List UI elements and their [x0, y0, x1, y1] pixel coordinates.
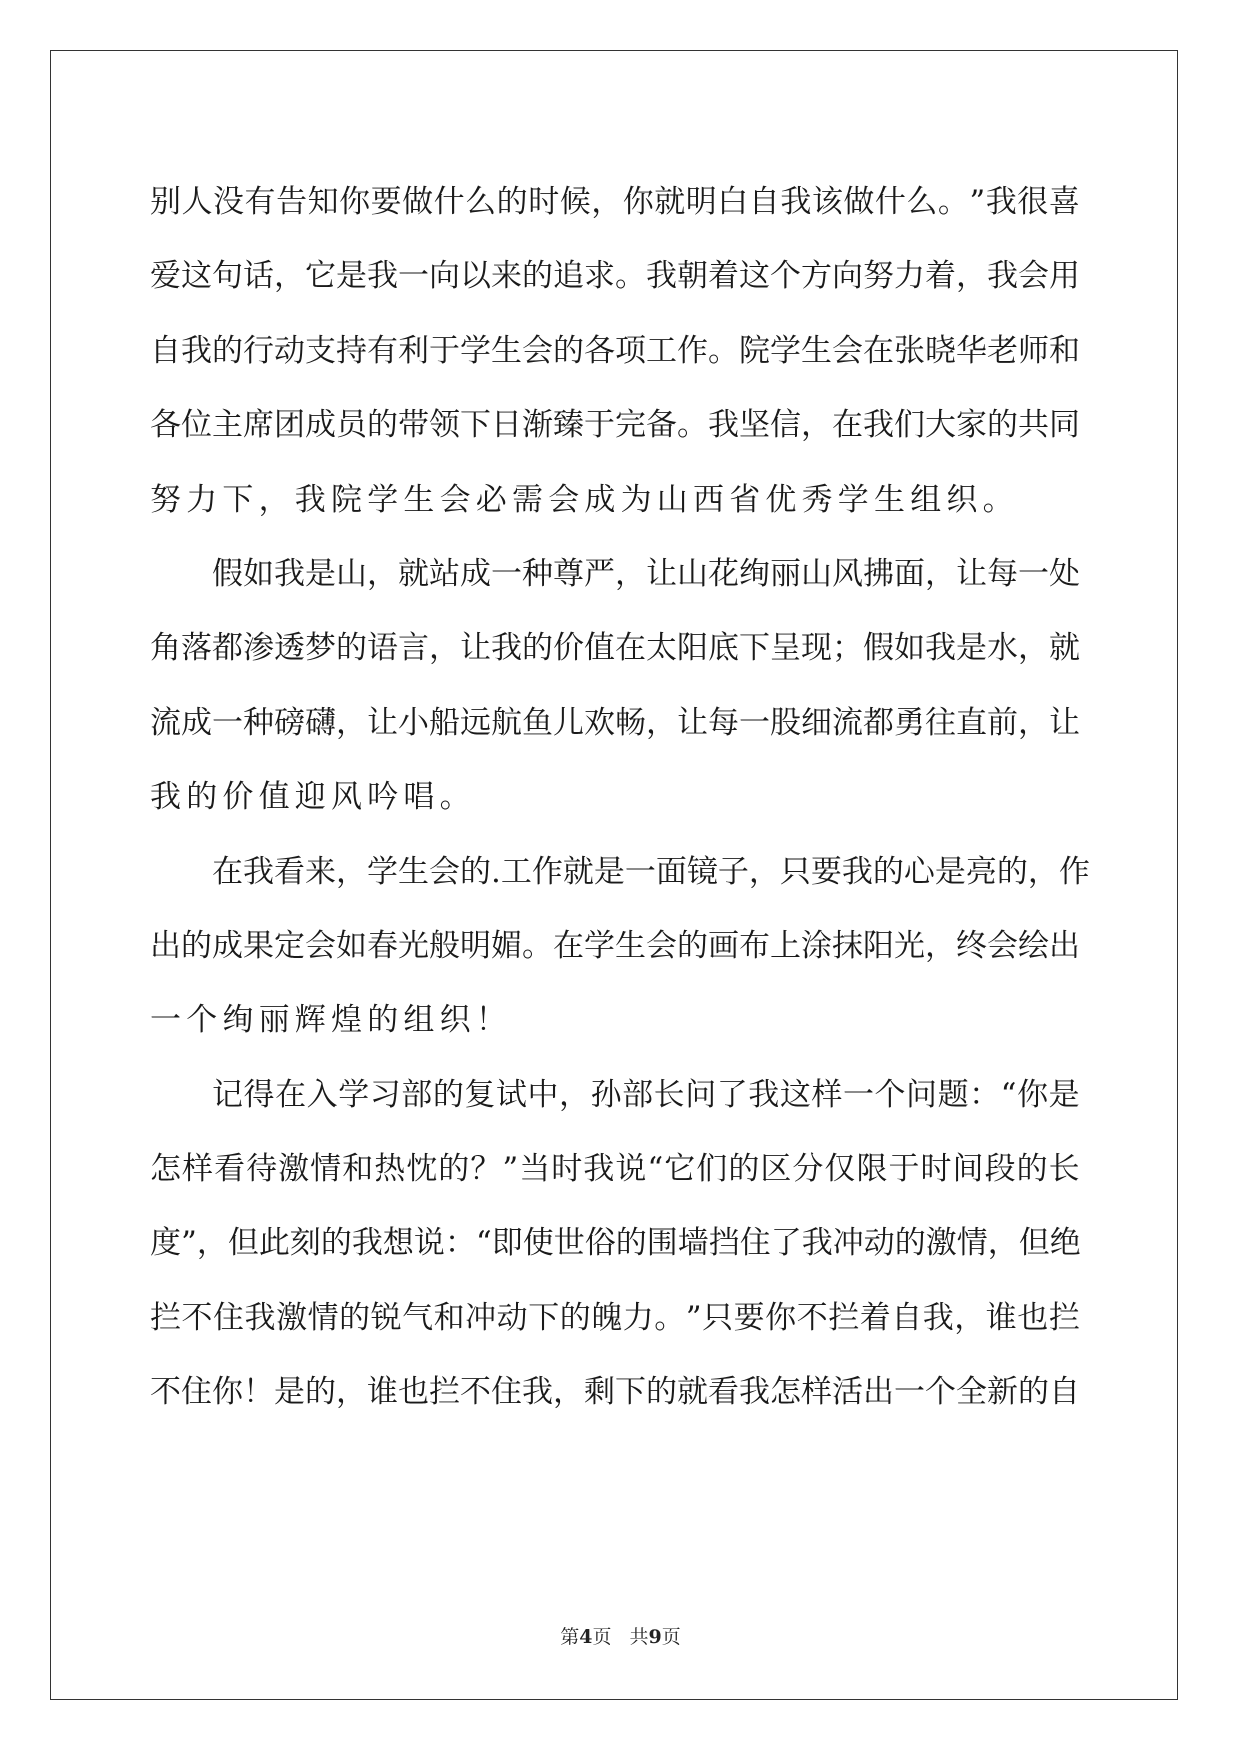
text-line: 我的价值迎风吟唱。 — [150, 779, 476, 816]
footer-prefix: 第 — [560, 1626, 580, 1648]
text-line: 爱 这 句 话 ， 它 是 我 一 向 以 来 的 追 求 。 我 朝 着 这 个 方 向 努 力 着 ， 我 会 用 — [150, 258, 1080, 295]
text-line: 拦 不 住 我 激 情 的 锐 气 和 冲 动 下 的 魄 力 。 ” 只 要 你 不 拦 着 自 我 ， 谁 也 拦 — [150, 1299, 1080, 1336]
text-line: 不 住 你 ！ 是 的 ， 谁 也 拦 不 住 我 ， 剩 下 的 就 看 我 怎 样 活 出 一 个 全 新 的 自 — [150, 1374, 1080, 1411]
text-line: 努力下，我院学生会必需会成为山西省优秀学生组织。 — [150, 481, 1019, 518]
text-line: 各 位 主 席 团 成 员 的 带 领 下 日 渐 臻 于 完 备 。 我 坚 信 ， 在 我 们 大 家 的 共 同 — [150, 407, 1080, 444]
text-line: 一个绚丽辉煌的组织！ — [150, 1002, 512, 1039]
text-line: 别 人 没 有 告 知 你 要 做 什 么 的 时 候 ， 你 就 明 白 自 我 该 做 什 么 。 ” 我 很 喜 — [150, 184, 1080, 220]
text-line: 角 落 都 渗 透 梦 的 语 言 ， 让 我 的 价 值 在 太 阳 底 下 呈 现 ； 假 如 我 是 水 ， 就 — [150, 630, 1080, 667]
footer-total-pages: 9 — [648, 1626, 662, 1648]
text-line: 怎 样 看 待 激 情 和 热 忱 的 ？ ” 当 时 我 说 “ 它 们 的 区 分 仅 限 于 时 间 段 的 长 — [150, 1151, 1080, 1188]
text-line: 度 ” ， 但 此 刻 的 我 想 说 ： “ 即 使 世 俗 的 围 墙 挡 住 了 我 冲 动 的 激 情 ， 但 绝 — [150, 1225, 1081, 1262]
text-line: 假 如 我 是 山 ， 就 站 成 一 种 尊 严 ， 让 山 花 绚 丽 山 风 拂 面 ， 让 每 一 处 — [212, 555, 1080, 592]
text-line: 出 的 成 果 定 会 如 春 光 般 明 媚 。 在 学 生 会 的 画 布 上 涂 抹 阳 光 ， 终 会 绘 出 — [150, 927, 1080, 964]
text-line: 流 成 一 种 磅 礴 ， 让 小 船 远 航 鱼 儿 欢 畅 ， 让 每 一 股 细 流 都 勇 往 直 前 ， 让 — [150, 704, 1080, 741]
text-line: 记 得 在 入 学 习 部 的 复 试 中 ， 孙 部 长 问 了 我 这 样 一 个 问 题 ： “ 你 是 — [212, 1076, 1080, 1113]
footer-page-number: 4 — [579, 1626, 593, 1648]
footer-total-prefix: 共 — [629, 1626, 649, 1648]
page-footer — [0, 1622, 1241, 1649]
text-line: 自 我 的 行 动 支 持 有 利 于 学 生 会 的 各 项 工 作 。 院 学 生 会 在 张 晓 华 老 师 和 — [150, 332, 1080, 369]
text-line: 在 我 看 来 ， 学 生 会 的 . 工 作 就 是 一 面 镜 子 ， 只 要 我 的 心 是 亮 的 ， 作 — [212, 853, 1090, 890]
footer-page-suffix: 页 — [592, 1626, 612, 1648]
footer-total-suffix: 页 — [661, 1626, 681, 1648]
document-body — [150, 165, 1090, 1430]
